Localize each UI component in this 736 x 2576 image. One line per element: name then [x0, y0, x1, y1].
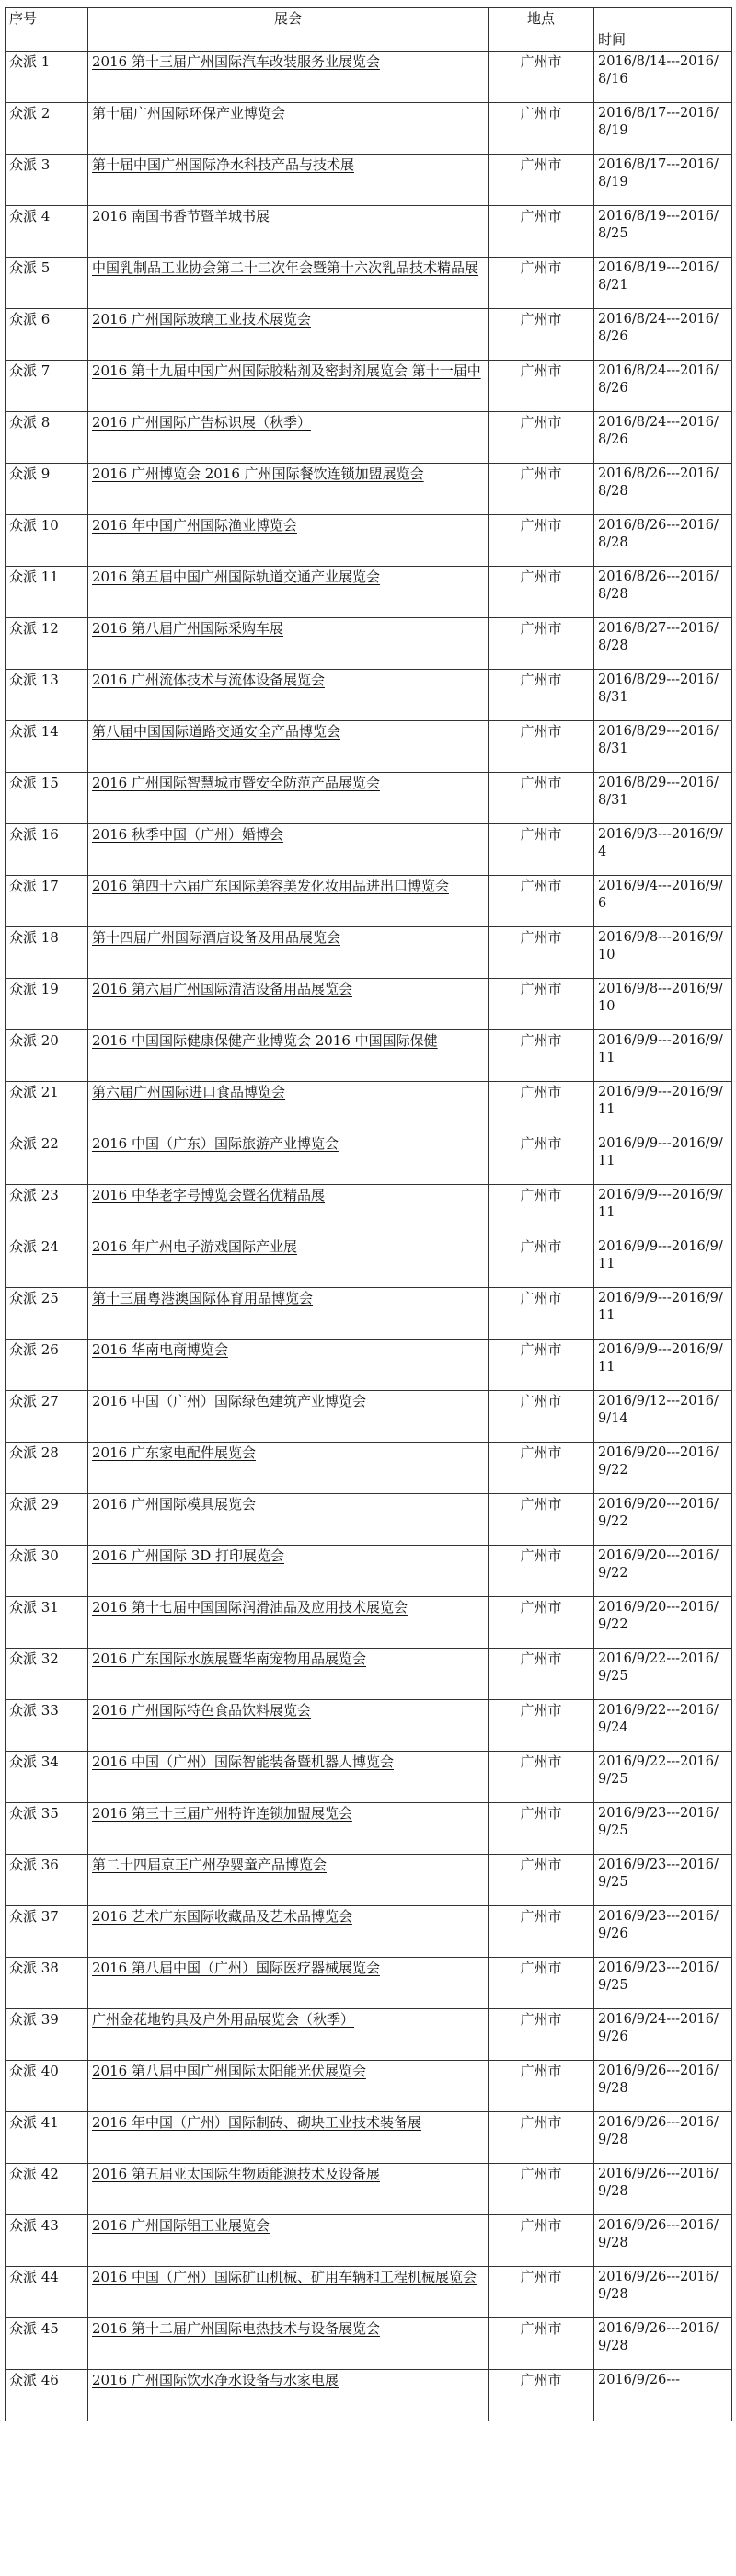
row-place: 广州市 — [489, 2112, 594, 2164]
row-place: 广州市 — [489, 52, 594, 103]
exhibition-document — [5, 7, 731, 2421]
table-row — [6, 927, 732, 979]
row-time: 2016/8/29---2016/8/31 — [594, 721, 732, 773]
row-time: 2016/9/24---2016/9/26 — [594, 2009, 732, 2061]
row-time: 2016/9/8---2016/9/10 — [594, 927, 732, 979]
table-row — [6, 2164, 732, 2215]
row-seq: 众派 31 — [6, 1597, 88, 1649]
row-place: 广州市 — [489, 1288, 594, 1340]
row-name: 2016 广州国际玻璃工业技术展览会 — [88, 309, 489, 361]
row-place: 广州市 — [489, 2215, 594, 2267]
table-row — [6, 1597, 732, 1649]
row-time: 2016/9/23---2016/9/25 — [594, 1803, 732, 1855]
row-time: 2016/9/3---2016/9/4 — [594, 824, 732, 876]
row-place: 广州市 — [489, 309, 594, 361]
row-time: 2016/8/14---2016/8/16 — [594, 52, 732, 103]
row-time: 2016/9/8---2016/9/10 — [594, 979, 732, 1030]
table-row — [6, 721, 732, 773]
row-seq: 众派 12 — [6, 618, 88, 670]
row-seq: 众派 2 — [6, 103, 88, 155]
row-seq: 众派 44 — [6, 2267, 88, 2318]
table-row — [6, 1855, 732, 1906]
row-place: 广州市 — [489, 412, 594, 464]
row-time: 2016/9/23---2016/9/26 — [594, 1906, 732, 1958]
row-seq: 众派 9 — [6, 464, 88, 515]
table-row — [6, 2267, 732, 2318]
row-name: 2016 年广州电子游戏国际产业展 — [88, 1236, 489, 1288]
row-place: 广州市 — [489, 361, 594, 412]
row-seq: 众派 37 — [6, 1906, 88, 1958]
row-seq: 众派 28 — [6, 1443, 88, 1494]
table-row — [6, 1546, 732, 1597]
table-row — [6, 1906, 732, 1958]
row-place: 广州市 — [489, 1546, 594, 1597]
table-row — [6, 2370, 732, 2421]
table-row — [6, 1340, 732, 1391]
row-seq: 众派 20 — [6, 1030, 88, 1082]
row-name: 2016 南国书香节暨羊城书展 — [88, 206, 489, 258]
row-name: 第六届广州国际进口食品博览会 — [88, 1082, 489, 1133]
row-name: 2016 第六届广州国际清洁设备用品展览会 — [88, 979, 489, 1030]
table-row — [6, 2061, 732, 2112]
row-place: 广州市 — [489, 927, 594, 979]
header-time: 时间 — [594, 8, 732, 52]
table-row — [6, 1185, 732, 1236]
row-place: 广州市 — [489, 2267, 594, 2318]
row-name: 2016 中国（广州）国际矿山机械、矿用车辆和工程机械展览会 — [88, 2267, 489, 2318]
row-time: 2016/8/17---2016/8/19 — [594, 103, 732, 155]
row-place: 广州市 — [489, 2009, 594, 2061]
row-name: 2016 中国（广东）国际旅游产业博览会 — [88, 1133, 489, 1185]
row-place: 广州市 — [489, 1649, 594, 1700]
row-place: 广州市 — [489, 258, 594, 309]
row-name: 2016 年中国（广州）国际制砖、砌块工业技术装备展 — [88, 2112, 489, 2164]
row-seq: 众派 30 — [6, 1546, 88, 1597]
row-seq: 众派 35 — [6, 1803, 88, 1855]
row-name: 2016 第四十六届广东国际美容美发化妆用品进出口博览会 — [88, 876, 489, 927]
row-place: 广州市 — [489, 721, 594, 773]
table-row — [6, 2318, 732, 2370]
row-seq: 众派 33 — [6, 1700, 88, 1752]
table-row — [6, 824, 732, 876]
row-name: 2016 广东家电配件展览会 — [88, 1443, 489, 1494]
row-place: 广州市 — [489, 515, 594, 567]
row-seq: 众派 29 — [6, 1494, 88, 1546]
table-row — [6, 464, 732, 515]
row-place: 广州市 — [489, 2318, 594, 2370]
row-place: 广州市 — [489, 1133, 594, 1185]
row-time: 2016/8/17---2016/8/19 — [594, 155, 732, 206]
row-name: 2016 第十七届中国国际润滑油品及应用技术展览会 — [88, 1597, 489, 1649]
row-name: 第二十四届京正广州孕婴童产品博览会 — [88, 1855, 489, 1906]
row-seq: 众派 34 — [6, 1752, 88, 1803]
table-row — [6, 1803, 732, 1855]
row-name: 2016 中华老字号博览会暨名优精品展 — [88, 1185, 489, 1236]
row-place: 广州市 — [489, 773, 594, 824]
row-place: 广州市 — [489, 1443, 594, 1494]
table-row — [6, 361, 732, 412]
table-row — [6, 1700, 732, 1752]
row-seq: 众派 15 — [6, 773, 88, 824]
row-time: 2016/8/24---2016/8/26 — [594, 361, 732, 412]
table-row — [6, 2009, 732, 2061]
table-header-row — [6, 8, 732, 52]
row-seq: 众派 8 — [6, 412, 88, 464]
row-name: 中国乳制品工业协会第二十二次年会暨第十六次乳品技术精品展 — [88, 258, 489, 309]
row-place: 广州市 — [489, 1597, 594, 1649]
row-seq: 众派 4 — [6, 206, 88, 258]
row-place: 广州市 — [489, 1340, 594, 1391]
row-seq: 众派 18 — [6, 927, 88, 979]
row-place: 广州市 — [489, 464, 594, 515]
row-name: 2016 艺术广东国际收藏品及艺术品博览会 — [88, 1906, 489, 1958]
row-place: 广州市 — [489, 155, 594, 206]
row-place: 广州市 — [489, 1082, 594, 1133]
row-time: 2016/9/20---2016/9/22 — [594, 1546, 732, 1597]
row-place: 广州市 — [489, 567, 594, 618]
table-row — [6, 1752, 732, 1803]
row-place: 广州市 — [489, 979, 594, 1030]
table-row — [6, 1443, 732, 1494]
row-name: 2016 第八届广州国际采购车展 — [88, 618, 489, 670]
row-place: 广州市 — [489, 670, 594, 721]
row-time: 2016/9/9---2016/9/11 — [594, 1082, 732, 1133]
table-row — [6, 1082, 732, 1133]
row-time: 2016/9/9---2016/9/11 — [594, 1133, 732, 1185]
table-row — [6, 876, 732, 927]
row-name: 2016 中国国际健康保健产业博览会 2016 中国国际保健 — [88, 1030, 489, 1082]
row-time: 2016/9/23---2016/9/25 — [594, 1855, 732, 1906]
row-time: 2016/9/22---2016/9/25 — [594, 1752, 732, 1803]
table-row — [6, 309, 732, 361]
row-time: 2016/9/26---2016/9/28 — [594, 2061, 732, 2112]
row-seq: 众派 14 — [6, 721, 88, 773]
row-time: 2016/9/4---2016/9/6 — [594, 876, 732, 927]
table-row — [6, 2112, 732, 2164]
row-time: 2016/9/20---2016/9/22 — [594, 1494, 732, 1546]
header-name: 展会 — [88, 8, 489, 52]
row-time: 2016/8/29---2016/8/31 — [594, 773, 732, 824]
row-seq: 众派 23 — [6, 1185, 88, 1236]
row-name: 2016 广州流体技术与流体设备展览会 — [88, 670, 489, 721]
table-row — [6, 1649, 732, 1700]
row-name: 2016 广州博览会 2016 广州国际餐饮连锁加盟展览会 — [88, 464, 489, 515]
row-name: 2016 广州国际铝工业展览会 — [88, 2215, 489, 2267]
row-place: 广州市 — [489, 2164, 594, 2215]
row-seq: 众派 42 — [6, 2164, 88, 2215]
row-seq: 众派 6 — [6, 309, 88, 361]
row-name: 2016 第十九届中国广州国际胶粘剂及密封剂展览会 第十一届中 — [88, 361, 489, 412]
row-time: 2016/9/9---2016/9/11 — [594, 1185, 732, 1236]
row-name: 2016 第三十三届广州特许连锁加盟展览会 — [88, 1803, 489, 1855]
row-place: 广州市 — [489, 1185, 594, 1236]
table-row — [6, 1391, 732, 1443]
row-name: 第十届中国广州国际净水科技产品与技术展 — [88, 155, 489, 206]
row-place: 广州市 — [489, 103, 594, 155]
row-name: 2016 广州国际 3D 打印展览会 — [88, 1546, 489, 1597]
row-place: 广州市 — [489, 2370, 594, 2421]
table-row — [6, 1030, 732, 1082]
row-time: 2016/8/19---2016/8/21 — [594, 258, 732, 309]
row-time: 2016/9/26--- — [594, 2370, 732, 2421]
row-seq: 众派 36 — [6, 1855, 88, 1906]
row-seq: 众派 13 — [6, 670, 88, 721]
row-seq: 众派 41 — [6, 2112, 88, 2164]
row-time: 2016/9/22---2016/9/24 — [594, 1700, 732, 1752]
row-name: 2016 第十三届广州国际汽车改装服务业展览会 — [88, 52, 489, 103]
row-place: 广州市 — [489, 876, 594, 927]
row-time: 2016/9/9---2016/9/11 — [594, 1340, 732, 1391]
row-name: 2016 广州国际模具展览会 — [88, 1494, 489, 1546]
table-row — [6, 2215, 732, 2267]
table-body — [6, 52, 732, 2421]
row-time: 2016/8/26---2016/8/28 — [594, 515, 732, 567]
table-row — [6, 1236, 732, 1288]
row-place: 广州市 — [489, 1494, 594, 1546]
row-place: 广州市 — [489, 1855, 594, 1906]
row-name: 2016 中国（广州）国际智能装备暨机器人博览会 — [88, 1752, 489, 1803]
table-row — [6, 567, 732, 618]
row-time: 2016/8/29---2016/8/31 — [594, 670, 732, 721]
row-name: 2016 年中国广州国际渔业博览会 — [88, 515, 489, 567]
row-seq: 众派 21 — [6, 1082, 88, 1133]
row-name: 2016 广州国际广告标识展（秋季） — [88, 412, 489, 464]
row-name: 2016 第八届中国广州国际太阳能光伏展览会 — [88, 2061, 489, 2112]
row-seq: 众派 39 — [6, 2009, 88, 2061]
row-place: 广州市 — [489, 1752, 594, 1803]
row-seq: 众派 10 — [6, 515, 88, 567]
row-name: 2016 第十二届广州国际电热技术与设备展览会 — [88, 2318, 489, 2370]
row-time: 2016/8/24---2016/8/26 — [594, 309, 732, 361]
row-time: 2016/8/27---2016/8/28 — [594, 618, 732, 670]
row-seq: 众派 25 — [6, 1288, 88, 1340]
table-row — [6, 52, 732, 103]
row-name: 2016 第八届中国（广州）国际医疗器械展览会 — [88, 1958, 489, 2009]
row-seq: 众派 16 — [6, 824, 88, 876]
row-time: 2016/8/26---2016/8/28 — [594, 464, 732, 515]
table-row — [6, 1288, 732, 1340]
row-seq: 众派 22 — [6, 1133, 88, 1185]
row-time: 2016/9/20---2016/9/22 — [594, 1597, 732, 1649]
row-name: 2016 广州国际智慧城市暨安全防范产品展览会 — [88, 773, 489, 824]
row-time: 2016/8/19---2016/8/25 — [594, 206, 732, 258]
table-row — [6, 155, 732, 206]
row-seq: 众派 32 — [6, 1649, 88, 1700]
row-place: 广州市 — [489, 1391, 594, 1443]
row-time: 2016/9/26---2016/9/28 — [594, 2164, 732, 2215]
row-name: 2016 秋季中国（广州）婚博会 — [88, 824, 489, 876]
row-place: 广州市 — [489, 1906, 594, 1958]
row-place: 广州市 — [489, 1958, 594, 2009]
row-seq: 众派 40 — [6, 2061, 88, 2112]
row-time: 2016/9/12---2016/9/14 — [594, 1391, 732, 1443]
row-seq: 众派 38 — [6, 1958, 88, 2009]
table-row — [6, 1958, 732, 2009]
table-row — [6, 1494, 732, 1546]
row-seq: 众派 19 — [6, 979, 88, 1030]
row-seq: 众派 24 — [6, 1236, 88, 1288]
row-time: 2016/9/26---2016/9/28 — [594, 2112, 732, 2164]
row-name: 2016 广东国际水族展暨华南宠物用品展览会 — [88, 1649, 489, 1700]
row-time: 2016/8/26---2016/8/28 — [594, 567, 732, 618]
table-row — [6, 412, 732, 464]
row-name: 第十四届广州国际酒店设备及用品展览会 — [88, 927, 489, 979]
row-time: 2016/9/22---2016/9/25 — [594, 1649, 732, 1700]
row-time: 2016/9/20---2016/9/22 — [594, 1443, 732, 1494]
table-row — [6, 206, 732, 258]
row-name: 第八届中国国际道路交通安全产品博览会 — [88, 721, 489, 773]
row-time: 2016/9/26---2016/9/28 — [594, 2215, 732, 2267]
table-row — [6, 979, 732, 1030]
row-name: 2016 广州国际饮水净水设备与水家电展 — [88, 2370, 489, 2421]
row-time: 2016/9/23---2016/9/25 — [594, 1958, 732, 2009]
row-seq: 众派 43 — [6, 2215, 88, 2267]
row-name: 2016 第五届中国广州国际轨道交通产业展览会 — [88, 567, 489, 618]
row-seq: 众派 1 — [6, 52, 88, 103]
row-place: 广州市 — [489, 206, 594, 258]
exhibition-table — [5, 7, 732, 2421]
row-place: 广州市 — [489, 2061, 594, 2112]
row-name: 2016 中国（广州）国际绿色建筑产业博览会 — [88, 1391, 489, 1443]
row-place: 广州市 — [489, 1700, 594, 1752]
row-name: 广州金花地钓具及户外用品展览会（秋季） — [88, 2009, 489, 2061]
row-name: 第十三届粤港澳国际体育用品博览会 — [88, 1288, 489, 1340]
row-place: 广州市 — [489, 618, 594, 670]
row-seq: 众派 26 — [6, 1340, 88, 1391]
table-row — [6, 670, 732, 721]
row-name: 2016 华南电商博览会 — [88, 1340, 489, 1391]
row-place: 广州市 — [489, 1030, 594, 1082]
table-row — [6, 258, 732, 309]
table-row — [6, 1133, 732, 1185]
row-place: 广州市 — [489, 824, 594, 876]
row-seq: 众派 7 — [6, 361, 88, 412]
row-time: 2016/8/24---2016/8/26 — [594, 412, 732, 464]
header-seq: 序号 — [6, 8, 88, 52]
row-name: 2016 广州国际特色食品饮料展览会 — [88, 1700, 489, 1752]
row-seq: 众派 5 — [6, 258, 88, 309]
row-seq: 众派 17 — [6, 876, 88, 927]
row-seq: 众派 27 — [6, 1391, 88, 1443]
row-time: 2016/9/9---2016/9/11 — [594, 1236, 732, 1288]
table-row — [6, 618, 732, 670]
table-row — [6, 103, 732, 155]
table-row — [6, 515, 732, 567]
row-time: 2016/9/26---2016/9/28 — [594, 2318, 732, 2370]
row-seq: 众派 45 — [6, 2318, 88, 2370]
row-time: 2016/9/9---2016/9/11 — [594, 1030, 732, 1082]
table-row — [6, 773, 732, 824]
row-name: 2016 第五届亚太国际生物质能源技术及设备展 — [88, 2164, 489, 2215]
row-seq: 众派 46 — [6, 2370, 88, 2421]
header-place: 地点 — [489, 8, 594, 52]
row-time: 2016/9/9---2016/9/11 — [594, 1288, 732, 1340]
row-seq: 众派 3 — [6, 155, 88, 206]
row-name: 第十届广州国际环保产业博览会 — [88, 103, 489, 155]
row-time: 2016/9/26---2016/9/28 — [594, 2267, 732, 2318]
row-place: 广州市 — [489, 1803, 594, 1855]
row-place: 广州市 — [489, 1236, 594, 1288]
row-seq: 众派 11 — [6, 567, 88, 618]
